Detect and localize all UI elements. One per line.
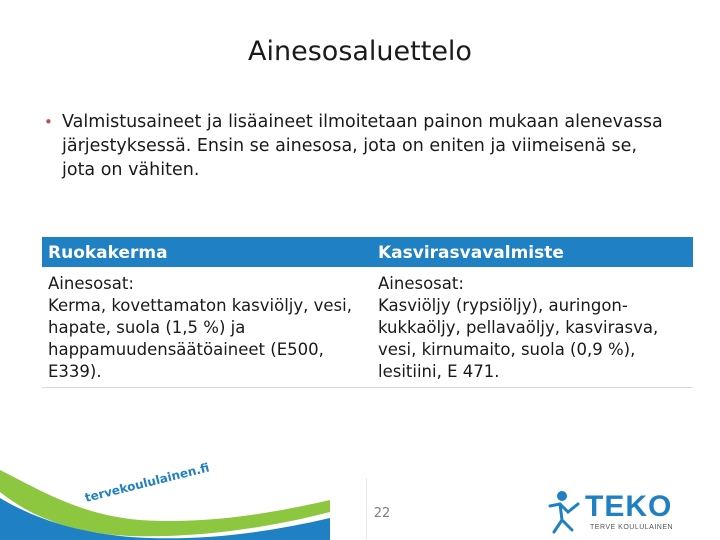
site-url-text: tervekoululainen.fi: [83, 460, 211, 505]
tervekoululainen-swoosh-logo: [0, 420, 330, 540]
bullet-icon: •: [44, 113, 53, 131]
table-header-kasvirasvavalmiste: Kasvirasvavalmiste: [378, 243, 564, 263]
teko-logo-text: TEKO: [585, 490, 673, 523]
teko-logo-subtitle: TERVE KOULULAINEN: [590, 524, 674, 531]
table-row: [42, 267, 693, 388]
table-cell-kasvirasvavalmiste: Ainesosat: Kasviöljy (rypsiöljy), auringon-kukkaöljy, pellavaöljy, kasvirasva, vesi, kirnumaito, suola (0,9 %), lesitiini, E 471.: [378, 274, 659, 381]
comparison-table: [42, 237, 693, 388]
page-number: 22: [373, 506, 391, 521]
bullet-paragraph: [44, 110, 664, 182]
table-header-ruokakerma: Ruokakerma: [48, 243, 168, 263]
table-cell-ruokakerma: Ainesosat: Kerma, kovettamaton kasviöljy, vesi, hapate, suola (1,5 %) ja happamuudensäätöaineet (E500, E339).: [48, 274, 352, 381]
table-header-row: [42, 237, 693, 267]
slide-title: Ainesosaluettelo: [248, 36, 472, 67]
bullet-text: Valmistusaineet ja lisäaineet ilmoitetaan painon mukaan alenevassa järjestyksessä. Ensin se ainesosa, jota on eniten ja viimeisenä se, jota on vähiten.: [62, 112, 663, 180]
